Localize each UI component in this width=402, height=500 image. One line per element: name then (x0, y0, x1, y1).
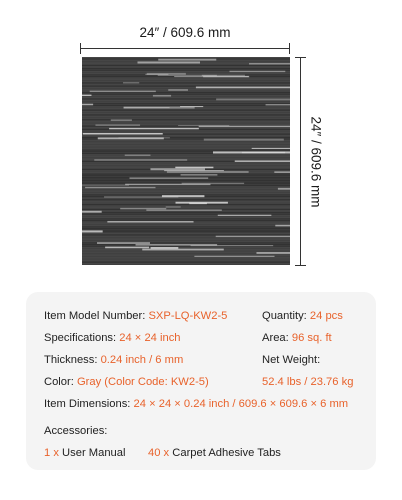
tile-grain (82, 113, 290, 114)
tile-stripe (124, 107, 195, 109)
tile-stripe (90, 91, 156, 92)
model-label: Item Model Number: (44, 310, 149, 322)
net-weight-value: 52.4 lbs / 23.76 kg (262, 376, 354, 388)
tile-grain (82, 100, 290, 101)
tile-grain (82, 228, 290, 229)
tile-grain (82, 239, 290, 240)
tile-stripe (82, 104, 93, 106)
thickness-value: 0.24 inch / 6 mm (100, 354, 184, 366)
tile-grain (82, 188, 290, 189)
tile-stripe (166, 206, 181, 207)
tile-stripe (98, 137, 164, 139)
tile-grain (82, 135, 290, 136)
tile-grain (82, 142, 290, 143)
tile-grain (82, 73, 290, 74)
tile-grain (82, 220, 290, 221)
tile-grain (82, 206, 290, 207)
width-dimension-label: 24″ / 609.6 mm (139, 25, 231, 40)
carpet-tile-image (82, 57, 290, 265)
accessories-title: Accessories: (44, 425, 108, 437)
spec-card (26, 292, 376, 470)
tile-stripe (105, 247, 149, 249)
tile-grain (82, 131, 290, 132)
accessory-qty: 40 x (148, 447, 170, 459)
tile-stripe (204, 139, 284, 141)
tile-grain (82, 190, 290, 191)
tile-stripe (266, 104, 290, 105)
tile-stripe (94, 159, 187, 160)
tile-stripe (82, 185, 129, 186)
tile-stripe (97, 242, 150, 244)
tile-stripe (189, 202, 207, 204)
tile-grain (82, 111, 290, 112)
tile-grain (82, 155, 290, 156)
tile-grain (82, 103, 290, 104)
tile-grain (82, 79, 290, 80)
tile-grain (82, 121, 290, 122)
height-dimension (294, 57, 334, 266)
tile-stripe (137, 61, 199, 63)
tile-stripe (196, 87, 290, 89)
tile-stripe (175, 167, 213, 169)
tile-grain (82, 182, 290, 183)
tile-stripe (142, 249, 223, 251)
tile-grain (82, 163, 290, 164)
model-value: SXP-LQ-KW2-5 (148, 310, 228, 322)
tile-stripe (125, 155, 151, 156)
tile-grain (82, 65, 290, 66)
item-dimensions-row (44, 398, 348, 410)
tile-grain (82, 231, 290, 232)
area-label: Area: (262, 332, 292, 344)
tile-grain (82, 259, 290, 260)
quantity-value: 24 pcs (309, 310, 343, 322)
tile-stripe (249, 63, 290, 65)
tile-grain (82, 95, 290, 96)
tile-grain (82, 251, 290, 252)
accessory-name: Carpet Adhesive Tabs (169, 447, 281, 459)
tile-stripe (85, 187, 155, 188)
tile-grain (82, 223, 290, 224)
tile-grain (82, 180, 290, 181)
tile-grain (82, 115, 290, 116)
tile-grain (82, 147, 290, 148)
tile-stripe (194, 256, 274, 257)
tile-grain (82, 193, 290, 194)
area-value: 96 sq. ft (291, 332, 332, 344)
tile-stripe (120, 208, 166, 209)
tile-grain (82, 199, 290, 200)
net-weight-label: Net Weight: (262, 354, 321, 366)
tile-grain (82, 198, 290, 199)
quantity-label: Quantity: (262, 310, 310, 322)
tile-grain (82, 110, 290, 111)
tile-grain (82, 118, 290, 119)
tile-stripe (83, 133, 163, 134)
tile-stripe (218, 215, 272, 216)
tile-grain (82, 86, 290, 87)
tile-grain (82, 123, 290, 124)
tile-grain (82, 68, 290, 69)
tile-grain (82, 164, 290, 165)
tile-grain (82, 201, 290, 202)
tile-stripe (162, 195, 204, 197)
tile-stripe (82, 95, 91, 96)
tile-grain (82, 166, 290, 167)
item-dimensions-label: Item Dimensions: (44, 398, 134, 410)
item-dimensions-value: 24 × 24 × 0.24 inch / 609.6 × 609.6 × 6 mm (133, 398, 349, 410)
tile-stripe (216, 98, 290, 100)
tile-grain (82, 262, 290, 263)
width-dimension-line (80, 48, 290, 49)
tile-stripe (82, 211, 102, 213)
tile-grain (82, 83, 290, 84)
tile-stripe (191, 245, 274, 246)
tile-stripe (109, 128, 199, 129)
tile-grain (82, 257, 290, 258)
width-dimension-tick-right (289, 43, 290, 54)
tile-stripe (274, 171, 290, 173)
tile-stripe (129, 178, 208, 179)
tile-grain (82, 235, 290, 236)
accessory-item (148, 447, 281, 459)
width-dimension-tick-left (80, 43, 81, 54)
tile-stripe (235, 160, 290, 161)
tile-grain (82, 78, 290, 79)
tile-grain (82, 263, 290, 264)
tile-grain (82, 97, 290, 98)
tile-grain (82, 67, 290, 68)
tile-stripe (275, 225, 290, 227)
model-row (44, 310, 227, 322)
tile-grain (82, 150, 290, 151)
tile-stripe (146, 209, 221, 210)
height-dimension-line (300, 57, 301, 266)
color-label: Color: (44, 376, 77, 388)
tile-grain (82, 241, 290, 242)
accessory-item (44, 447, 125, 459)
tile-grain (82, 179, 290, 180)
tile-stripe (111, 120, 132, 121)
tile-stripe (123, 82, 139, 83)
tile-stripe (82, 230, 103, 232)
net-weight-row (262, 354, 320, 366)
specifications-row (44, 332, 181, 344)
thickness-label: Thickness: (44, 354, 101, 366)
tile-grain (82, 105, 290, 106)
tile-stripe (107, 221, 193, 223)
tile-stripe (145, 74, 168, 75)
tile-grain (82, 92, 290, 93)
tile-stripe (168, 89, 188, 90)
tile-grain (82, 225, 290, 226)
quantity-row (262, 310, 343, 322)
tile-stripe (278, 188, 290, 190)
tile-grain (82, 156, 290, 157)
tile-stripe (167, 171, 249, 173)
tile-grain (82, 219, 290, 220)
tile-grain (82, 212, 290, 213)
tile-stripe (164, 170, 224, 171)
accessory-qty: 1 x (44, 447, 59, 459)
tile-grain (82, 102, 290, 103)
net-weight-value-row (262, 376, 353, 388)
tile-stripe (125, 184, 210, 185)
tile-grain (82, 254, 290, 255)
tile-stripe (181, 174, 218, 175)
tile-grain (82, 116, 290, 117)
tile-stripe (150, 168, 205, 170)
tile-grain (82, 81, 290, 82)
tile-grain (82, 143, 290, 144)
tile-stripe (158, 59, 216, 61)
tile-stripe (151, 247, 179, 249)
tile-grain (82, 70, 290, 71)
tile-grain (82, 145, 290, 146)
width-dimension (80, 20, 290, 60)
tile-stripe (216, 236, 290, 237)
carpet-texture (82, 57, 290, 265)
area-row (262, 332, 332, 344)
color-row (44, 376, 209, 388)
tile-grain (82, 204, 290, 205)
height-dimension-label-wrap (304, 57, 328, 266)
tile-grain (82, 230, 290, 231)
tile-grain (82, 175, 290, 176)
thickness-row (44, 354, 183, 366)
specifications-label: Specifications: (44, 332, 120, 344)
tile-grain (82, 158, 290, 159)
tile-stripe (229, 71, 285, 72)
tile-grain (82, 227, 290, 228)
tile-grain (82, 191, 290, 192)
tile-grain (82, 207, 290, 208)
specifications-value: 24 × 24 inch (119, 332, 181, 344)
tile-grain (82, 57, 290, 58)
accessory-name: User Manual (58, 447, 126, 459)
color-value: Gray (Color Code: KW2-5) (76, 376, 209, 388)
tile-grain (82, 233, 290, 234)
height-dimension-label: 24″ / 609.6 mm (308, 115, 324, 208)
tile-grain (82, 217, 290, 218)
tile-stripe (203, 76, 249, 77)
tile-stripe (153, 95, 171, 97)
tile-stripe (252, 148, 290, 149)
tile-grain (82, 260, 290, 261)
tile-grain (82, 238, 290, 239)
tile-grain (82, 94, 290, 95)
tile-grain (82, 214, 290, 215)
tile-stripe (158, 75, 245, 76)
tile-grain (82, 132, 290, 133)
tile-stripe (242, 152, 285, 154)
tile-stripe (95, 125, 140, 126)
tile-stripe (256, 252, 290, 253)
tile-grain (82, 84, 290, 85)
tile-stripe (199, 126, 290, 127)
